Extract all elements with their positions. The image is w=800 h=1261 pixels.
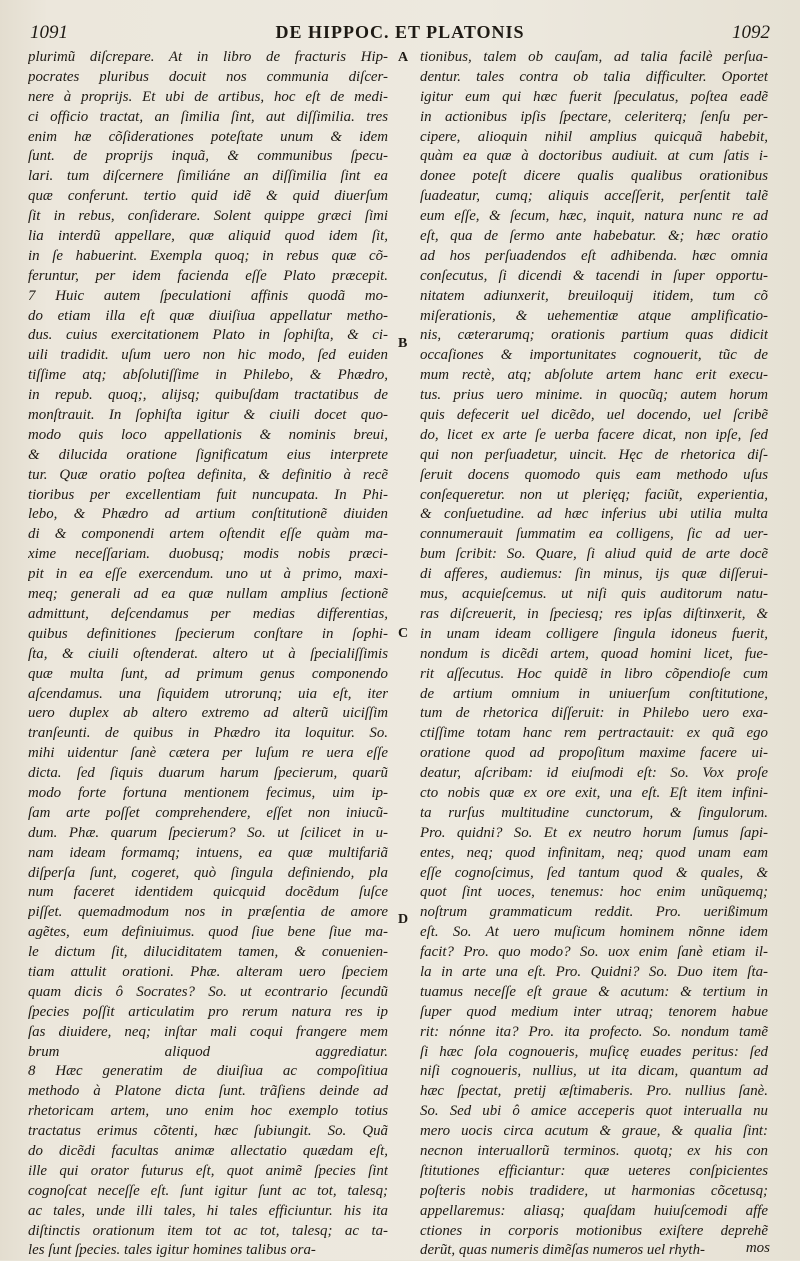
text-line: nam ideam formamq; intuens, ea quæ multifariã: [28, 844, 388, 861]
text-line: niſi cognoueris, nullius, ut ita dicam, quantum ad: [420, 1063, 768, 1080]
text-line: ctiones in corporis motionibus exiſtere deprehẽ: [420, 1222, 768, 1239]
text-line: mum rectè, atq; abſolute artem hanc erit execu-: [420, 367, 768, 384]
text-line: in actionibus ipſis ſpectare, celeriterq; ſenſu per-: [420, 108, 768, 125]
text-line: ad hos perſuadendos eſt adhibenda. hæc omnia: [420, 247, 768, 264]
text-line: modo quis loco appellationis & nominis breui,: [28, 426, 388, 443]
text-line: tur. Quæ oratio poſtea definita, & definitio à recẽ: [28, 466, 388, 483]
text-line: Pro. quidni? So. Et ex neutro horum ſumus ſapi-: [420, 824, 768, 841]
text-line: methodo à Platone dicta ſunt. trãſiens deinde ad: [28, 1083, 388, 1100]
text-line: eſt. So. At uero muſicum hominem nõnne idem: [420, 924, 768, 941]
text-line: ſtitutiones efficiantur: quæ ueteres conſpicientes: [420, 1162, 768, 1179]
text-line: nitatem adiunxerit, breuiloquij itidem, tum cõ: [420, 287, 768, 304]
text-line: ſta, & ciuili oſtenderat. altero ut à ſpecialiſſimis: [28, 645, 388, 662]
text-line: facit? Pro. quo modo? So. uox enim ſanè etiam il-: [420, 944, 768, 961]
text-line: quis defecerit uel dicẽdo, uel docendo, uel ſcribẽ: [420, 407, 768, 424]
text-line: ta rurſus multitudine cunctorum, & ſingulorum.: [420, 804, 768, 821]
margin-marker-c: C: [398, 626, 409, 641]
text-line: nere à proprijs. Et ubi de artibus, hoc eſt de medi-: [28, 88, 388, 105]
text-line: quàm ea quæ à doctoribus audiuit. at cum ſatis i-: [420, 148, 768, 165]
text-line: admittunt, deſcendamus per medias differentias,: [28, 605, 388, 622]
text-line: ſit in rebus, conſiderare. Solent quippe græci ſimi: [28, 208, 388, 225]
running-title: DE HIPPOC. ET PLATONIS: [275, 22, 525, 42]
text-line: eum eſſe, & ſecum, hæc, inquit, natura nunc re ad: [420, 208, 768, 225]
text-line: tiſſime atq; abſolutiſſime in Philebo, & Phædro,: [28, 367, 388, 384]
text-line: do, licet ex arte ſe uerba facere dicat, non ipſe, ſed: [420, 426, 768, 443]
text-line: eſſe cognoſcimus, ſed tantum quod & quales, &: [420, 864, 768, 881]
text-line: di afferes, audiemus: ſin minus, ijs quæ diſſerui-: [420, 566, 768, 583]
margin-marker-b: B: [398, 336, 408, 351]
text-line: dicta. ſed ſiquis duarum harum ſpecierum, quarũ: [28, 765, 388, 782]
text-line: qui non perſuadetur, uincit. Hęc de rhetorica diſ-: [420, 446, 768, 463]
text-line: ac tales, unde illi tales, hi tales efficiuntur. his ita: [28, 1202, 388, 1219]
text-line: cto nobis quæ ex ore exit, una eſt. Eſt item infini-: [420, 784, 768, 801]
text-line: quæ multa ſunt, ad primum genus componendo: [28, 665, 388, 682]
text-line: ſuadeatur, cumq; aliquis acceſſerit, perſentit talẽ: [420, 188, 768, 205]
text-line: mihi uidentur ſanè cætera per luſum re uera eſſe: [28, 745, 388, 762]
text-line: bum ſcribit: So. Quare, ſi aliud quid de arte docẽ: [420, 546, 768, 563]
text-line: entes, neq; quod infinitam, neq; quod unam eam: [420, 844, 768, 861]
text-line: conſequeretur. non ut plerięq; faciũt, experientia,: [420, 486, 768, 503]
text-line: quot ſint uoces, tenemus: hoc enim unũquemq;: [420, 884, 768, 901]
text-line: dum. Phæ. quarum ſpecierum? So. ut ſcilicet in u-: [28, 824, 388, 841]
text-line: brum aliquod aggrediatur.: [28, 1043, 388, 1060]
text-line: aſcendamus. una ſiquidem utrorunq; uia eſt, iter: [28, 685, 388, 702]
text-line: conſecutus, ſi dicendi & tacendi in ſuper opportu-: [420, 267, 768, 284]
text-line: ras diſcreuerit, in ſpeciesq; res ipſas diſtinxerit, &: [420, 605, 768, 622]
text-line: derũt, quas numeris dimẽſas numeros uel rhyth-: [420, 1242, 705, 1259]
text-line: num faceret identidem quicquid docẽdum ſuſce: [28, 884, 388, 901]
text-line: tioribus per excellentiam fuit nuncupata. In Phi-: [28, 486, 388, 503]
text-line: do etiam illa eſt quæ diuiſiua appellatur metho-: [28, 307, 388, 324]
running-header: [30, 22, 770, 46]
text-line: tranſeunti. de quibus in Phædro ita loquitur. So.: [28, 725, 388, 742]
text-line: cipere, alioquin nihil amplius quicquã habebit,: [420, 128, 768, 145]
text-line: ſas diuidere, neq; inſtar mali coqui frangere mem: [28, 1023, 388, 1040]
text-line: lebo, & Phædro ad artium conſtitutionẽ diuiden: [28, 506, 388, 523]
text-line: tum de rhetorica diſſeruit: in Philebo uero exa-: [420, 705, 768, 722]
text-line: quam dicis ô Socrates? So. ut econtrario ſecundũ: [28, 983, 388, 1000]
text-line: ille qui orator futurus eſt, quot animẽ ſpecies ſint: [28, 1162, 388, 1179]
text-line: nondum is dicẽdi artem, quoad homini licet, fue-: [420, 645, 768, 662]
text-line: diſtinctis orationum item tot ac tot, talesq; ac ta-: [28, 1222, 388, 1239]
text-line: poſteris nobis tradidere, ut harmonias cõcetusq;: [420, 1182, 768, 1199]
text-line: xime neceſſariam. duobusq; modis nobis præci-: [28, 546, 388, 563]
text-line: deatur, aſcribam: id eiuſmodi eſt: So. Vox proſe: [420, 765, 768, 782]
text-line: ſpecies poſſit articulatim pro rerum natura res ip: [28, 1003, 388, 1020]
text-line: uero duplex ab altero extremo ad alterũ uiciſſim: [28, 705, 388, 722]
text-line: uili tradidit. uſum uero non hic modo, ſed euiden: [28, 347, 388, 364]
text-line: nis, cæterarumq; orationis partium quas didicit: [420, 327, 768, 344]
text-line: tractatus erimus cõtenti, hæc ſubiungit. So. Quã: [28, 1123, 388, 1140]
text-line: feruntur, per idem facienda eſſe Plato præcepit.: [28, 267, 388, 284]
page-number-left: 1091: [30, 22, 68, 43]
text-line: lia interdũ appellare, quæ aliquid quod idem ſit,: [28, 228, 388, 245]
text-line: & conſuetudine. ad hæc inferius ubi utilia multa: [420, 506, 768, 523]
text-line: in repub. quoq;, alijsq; quibuſdam tractatibus de: [28, 387, 388, 404]
text-line: pit in ea eſſe exercendum. uno ut à primo, maxi-: [28, 566, 388, 583]
right-text-column: [420, 48, 768, 1261]
text-line: ſeruit docens quomodo quis eam methodo uſus: [420, 466, 768, 483]
text-line: rhetoricam artem, uno enim hoc exemplo totius: [28, 1103, 388, 1120]
text-line: agẽtes, eum definiuimus. quod ſiue bene ſiue ma-: [28, 924, 388, 941]
text-line: monſtrauit. In ſophiſta igitur & ciuili docet quo-: [28, 407, 388, 424]
text-line: di & componendi artem oſtendit eſſe quàm ma-: [28, 526, 388, 543]
text-line: le dictum ſit, diluciditatem tamen, & conuenien-: [28, 944, 388, 961]
text-line: in unam ideam colligere ſingula idoneus fuerit,: [420, 625, 768, 642]
text-line: necnon interuallorũ terminos. quotq; ex his con: [420, 1142, 768, 1159]
text-line: ctiſſime totam hanc rem pertractauit: ex quã ego: [420, 725, 768, 742]
margin-marker-a: A: [398, 50, 409, 65]
text-line: rit aſſecutus. Hoc quidẽ in libro cõpendioſe cum: [420, 665, 768, 682]
text-line: cognoſcat neceſſe eſt. ſunt igitur ſunt ac tot, talesq;: [28, 1182, 388, 1199]
text-line: tuamus neceſſe eſt graue & acutum: & tertium in: [420, 983, 768, 1000]
text-line: ſunt. de proprijs inquã, & communibus ſpecu-: [28, 148, 388, 165]
text-line: oratione quod ad propoſitum maxime facere ui-: [420, 745, 768, 762]
text-line: les ſunt ſpecies. tales igitur homines talibus ora-: [28, 1242, 316, 1259]
margin-marker-d: D: [398, 912, 409, 927]
text-line: tionibus, talem ob cauſam, ad talia facilè perſua-: [420, 49, 768, 65]
text-line: appellaremus: aliasq; quaſdam huiuſcemodi affe: [420, 1202, 768, 1219]
text-line: la in arte una eſt. Pro. Quidni? So. Duo item ſta-: [420, 963, 768, 980]
text-line: plurimũ diſcrepare. At in libro de fracturis Hip-: [28, 49, 388, 65]
text-line: 7 Huic autem ſpeculationi affinis quodã mo-: [28, 287, 388, 304]
text-line: tus. prius uero minime. in quocũq; autem horum: [420, 387, 768, 404]
text-line: modo forte fortuna mentionem fecimus, uim ip-: [28, 784, 388, 801]
text-line: tiam attulit orationi. Phæ. alteram uero ſpeciem: [28, 963, 388, 980]
text-line: igitur eum qui hæc fuerit ſpeculatus, poſtea eadẽ: [420, 88, 768, 105]
text-line: lari. tum diſcernere ſimiliáne an diſſimilia ſint ea: [28, 168, 388, 185]
text-line: ſi hæc ſola cognoueris, muſicę euades peritus: ſed: [420, 1043, 768, 1060]
text-line: dentur. tales contra ob talia difficulter. Oportet: [420, 68, 768, 85]
text-line: hæc ſpectat, pretij æſtimaberis. Pro. nullius ſanè.: [420, 1083, 768, 1100]
text-line: do dicẽdi facultas animæ allectatio quædam eſt,: [28, 1142, 388, 1159]
text-line: noſtrum grammaticum reddit. Pro. uerißimum: [420, 904, 768, 921]
text-line: & dilucida oratione ſignificatum eius interprete: [28, 446, 388, 463]
text-line: ſuper quod medium inter utraq; tenorem habue: [420, 1003, 768, 1020]
text-line: diſperſa ſunt, cogeret, quò ſingula definiendo, pla: [28, 864, 388, 881]
page-number-right: 1092: [732, 22, 770, 43]
text-line: de artium omnium in uniuerſum conſtitutione,: [420, 685, 768, 702]
text-line: meq; generali ad ea quæ nullam amplius ſectionẽ: [28, 586, 388, 603]
text-line: dus. cuius exercitationem Plato in ſophiſta, & ci-: [28, 327, 388, 344]
text-line: quæ conferunt. tertio quid idẽ & quid diuerſum: [28, 188, 388, 205]
text-line: rit: nónne ita? Pro. ita profecto. So. nondum tamẽ: [420, 1023, 768, 1040]
text-line: ci officio tractat, an ſimilia ſint, aut diſſimilia. tres: [28, 108, 388, 125]
left-text-column: [28, 48, 388, 1261]
text-line: connumerauit ſummatim ea colligens, ſic ad uer-: [420, 526, 768, 543]
text-line: mus, acquieſcemus. ut niſi quis auditorum natu-: [420, 586, 768, 603]
text-line: enim hæ cõſiderationes poteſtate unum & idem: [28, 128, 388, 145]
text-line: in ſe habuerint. Exempla quoq; in rebus quæ cõ-: [28, 247, 388, 264]
text-line: 8 Hæc generatim de diuiſiua ac compoſitiua: [28, 1063, 388, 1080]
text-line: So. Sed ubi ô amice acceperis quot interualla nu: [420, 1103, 768, 1120]
text-line: occaſiones & importunitates cognouerit, tũc de: [420, 347, 768, 364]
text-line: eſt, qua de ſermo ante habebatur. &; hæc oratio: [420, 228, 768, 245]
text-line: miſerationis, & uehementiæ atque amplificatio-: [420, 307, 768, 324]
text-line: mero uocis circa acutum & graue, & qualia ſint:: [420, 1123, 768, 1140]
text-line: piſſet. quemadmodum nos in præſentia de amore: [28, 904, 388, 921]
text-line: quibus definitiones ſpecierum conſtare in ſophi-: [28, 625, 388, 642]
catchword: mos: [745, 1240, 770, 1256]
text-line: ſam arte poſſet comprehendere, eſſet non iniucũ-: [28, 804, 388, 821]
text-line: pocrates pluribus docuit nos communia diſcer-: [28, 68, 388, 85]
text-line: donee poteſt dicere qualis qualibus orationibus: [420, 168, 768, 185]
